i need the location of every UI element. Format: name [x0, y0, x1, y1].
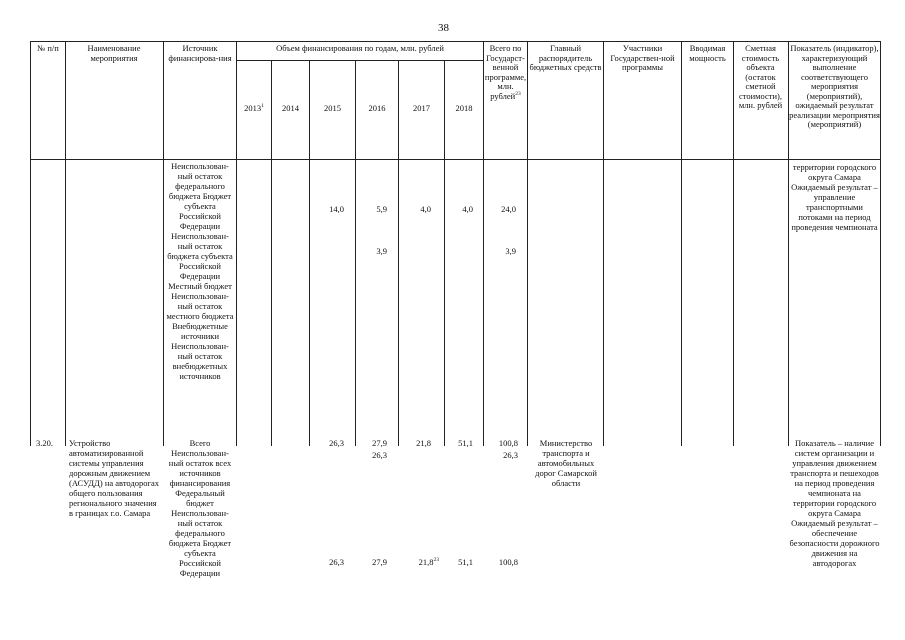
item-manager: Министерство транспорта и автомобильных дорог Самарской области — [535, 438, 597, 488]
item-total-2016: 27,9 — [372, 438, 387, 448]
header-num: № п/п — [37, 43, 59, 53]
item-total-2018: 51,1 — [458, 438, 473, 448]
header-funding: Объем финансирования по годам, млн. рублей — [276, 43, 444, 53]
header-year-2018: 2018 — [455, 103, 473, 113]
cont-r1-2017: 4,0 — [420, 204, 431, 214]
item-unused-2016: 26,3 — [372, 450, 387, 460]
header-year-2015: 2015 — [324, 103, 341, 113]
header-indicator: Показатель (индикатор), характеризующий выполнение соответствующего мероприятия (мероприятий), ожидаемый результат реализации мероприятия (мероприятий) — [789, 43, 880, 129]
header-year-2016: 2016 — [368, 103, 386, 113]
item-subject-2017: 21,8$^{23}$ — [418, 557, 439, 567]
item-subject-2015: 26,3 — [329, 557, 344, 567]
header-cost: Сметная стоимость объекта (остаток сметной стоимости), млн. рублей — [738, 43, 783, 110]
header-source: Источник финансирова-ния — [168, 43, 232, 63]
header-year-2017: 2017 — [413, 103, 430, 113]
item-subject-2018: 51,1 — [458, 557, 473, 567]
item-subject-total: 100,8 — [498, 557, 518, 567]
cont-r2-2016: 3,9 — [376, 246, 387, 256]
cont-indicator-text: территории городского округа Самара Ожидаемый результат – управление транспортными потоками на период проведения чемпионата — [791, 162, 878, 232]
header-year-2014: 2014 — [282, 103, 299, 113]
item-indicator-text: Показатель – наличие систем организации и управления движением транспорта и пешеходов на период проведения чемпионата на территории городского округа Самара Ожидаемый результат – обеспечение безопасности дорожного движения на автодорогах — [789, 438, 880, 568]
cont-r1-2018: 4,0 — [462, 204, 473, 214]
header-name: Наименование мероприятия — [87, 43, 141, 63]
header-capacity: Вводимая мощность — [689, 43, 726, 63]
item-total-total: 100,8 — [498, 438, 518, 448]
item-name: Устройство автоматизированной системы управления дорожным движением (АСУДД) на автодорогах общего пользования регионального значения в границах г.о. Самара — [69, 438, 160, 518]
item-source-text: Всего Неиспользован-ный остаток всех источников финансирования Федеральный бюджет Неиспользован-ный остаток федерального бюджета Бюджет субъекта Российской Федерации — [168, 438, 232, 578]
item-total-2015: 26,3 — [329, 438, 344, 448]
page-number: 38 — [438, 22, 449, 34]
cont-r1-2016: 5,9 — [376, 204, 387, 214]
header-total: Всего по Государст-венной программе, млн. рублей$^{23}$ — [484, 43, 527, 101]
item-number: 3.20. — [36, 438, 53, 448]
cont-r1-total: 24,0 — [501, 204, 516, 214]
header-year-2013: 2013$^1$ — [244, 103, 264, 113]
cont-source-text: Неиспользован-ный остаток федерального бюджета Бюджет субъекта Российской Федерации Неиспользован-ный остаток бюджета субъекта Российской Федерации Местный бюджет Неиспользован-ный остаток местного бюджета Внебюджетные источники Неиспользован-ный остаток внебюджетных источников — [166, 161, 234, 381]
cont-r2-total: 3,9 — [505, 246, 516, 256]
item-total-2017: 21,8 — [416, 438, 431, 448]
item-subject-2016: 27,9 — [372, 557, 387, 567]
cont-r1-2015: 14,0 — [329, 204, 344, 214]
header-participants: Участники Государствен-ной программы — [610, 43, 675, 72]
header-manager: Главный распорядитель бюджетных средств — [529, 43, 602, 72]
item-unused-total: 26,3 — [503, 450, 518, 460]
